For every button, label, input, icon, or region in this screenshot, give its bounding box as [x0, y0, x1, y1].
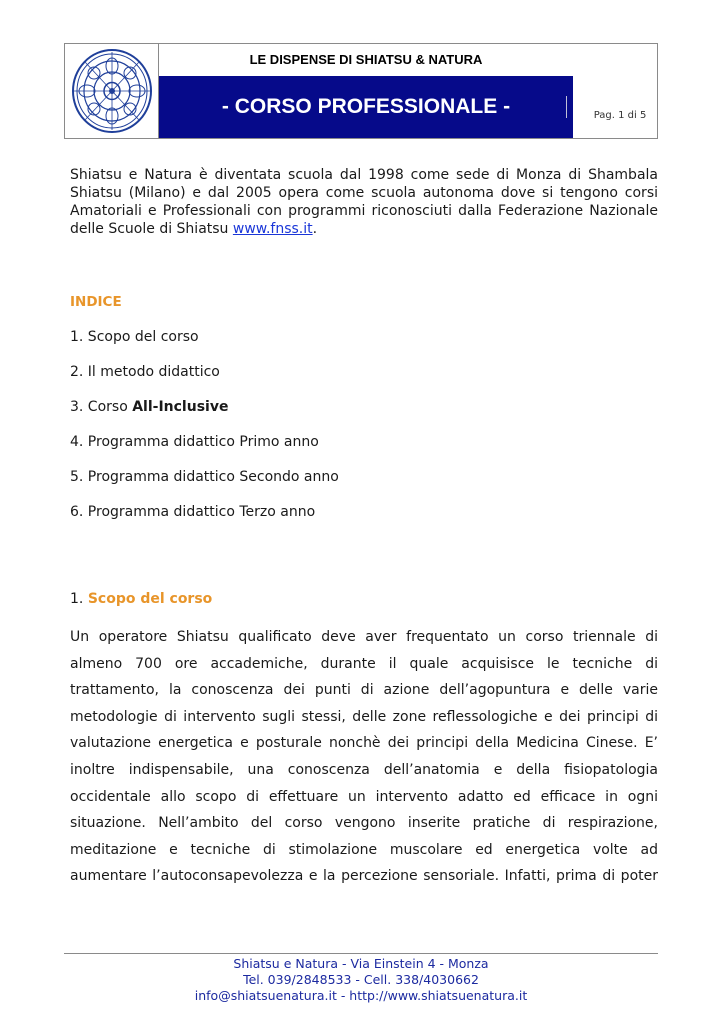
footer-phone: Tel. 039/2848533 - Cell. 338/4030662: [243, 972, 479, 987]
intro-end: .: [312, 221, 318, 237]
footer-address: Shiatsu e Natura - Via Einstein 4 - Monza: [233, 956, 489, 971]
mandala-logo-icon: [71, 48, 153, 134]
logo-cell: [65, 44, 159, 138]
toc-item-6: [70, 504, 315, 520]
header-series-title: LE DISPENSE DI SHIATSU & NATURA: [249, 52, 483, 67]
toc-item-text: 3. Corso: [70, 399, 133, 415]
toc-item-4: [70, 434, 319, 450]
header-banner-title: - CORSO PROFESSIONALE -: [159, 76, 573, 138]
toc-item-2: [70, 364, 220, 380]
section-1-body: Un operatore Shiatsu qualificato deve aver frequentato un corso triennale di almeno 700 ore accademiche, durante il quale acquisisce le tecniche di trattamento, la conoscenza dei punti di azione dell’agopuntura e delle varie metodologie di intervento sugli stessi, delle zone reflessologiche e dei principi di valutazione energetica e posturale nonchè dei principi della Medicina Cinese. E’ inoltre indispensabile, una conoscenza dell’anatomia e della fisiopatologia occidentale allo scopo di effettuare un intervento adatto ed efficace in ogni situazione. Nell’ambito del corso vengono inserite pratiche di respirazione, meditazione e tecniche di stimolazione muscolare ed energetica volte ad aumentare l’autoconsapevolezza e la percezione sensoriale. Infatti, prima di poter: [70, 629, 658, 885]
page-number: Pag. 1 di 5: [593, 110, 647, 121]
footer-divider: [64, 953, 658, 954]
intro-text: Shiatsu e Natura è diventata scuola dal 1998 come sede di Monza di Shambala Shiatsu (Milano) e dal 2005 opera come scuola autonoma dove si tengono corsi Amatoriali e Professionali con programmi riconosciuti dalla Federazione Nazionale delle Scuole di Shiatsu: [70, 167, 658, 237]
toc-item-text: 6. Programma didattico Terzo anno: [70, 504, 316, 520]
footer-contacts: info@shiatsuenatura.it - http://www.shiatsuenatura.it: [194, 988, 528, 1003]
toc-item-text: 1. Scopo del corso: [70, 329, 199, 345]
toc-item-text: 2. Il metodo didattico: [70, 364, 220, 380]
toc-item-5: [70, 469, 339, 485]
toc-item-3: [70, 399, 228, 415]
toc-item-1: [70, 329, 199, 345]
document-header: [64, 43, 658, 139]
section-1-heading: [70, 591, 658, 607]
index-heading: INDICE: [70, 294, 122, 310]
toc-item-bold: All-Inclusive: [132, 399, 229, 415]
section-title: Scopo del corso: [87, 591, 213, 607]
intro-paragraph: [70, 166, 658, 238]
section-number: 1.: [70, 591, 88, 607]
toc-item-text: 5. Programma didattico Secondo anno: [70, 469, 339, 485]
banner-divider: [566, 96, 567, 118]
fnss-link[interactable]: www.fnss.it: [232, 221, 313, 237]
toc-item-text: 4. Programma didattico Primo anno: [70, 434, 319, 450]
